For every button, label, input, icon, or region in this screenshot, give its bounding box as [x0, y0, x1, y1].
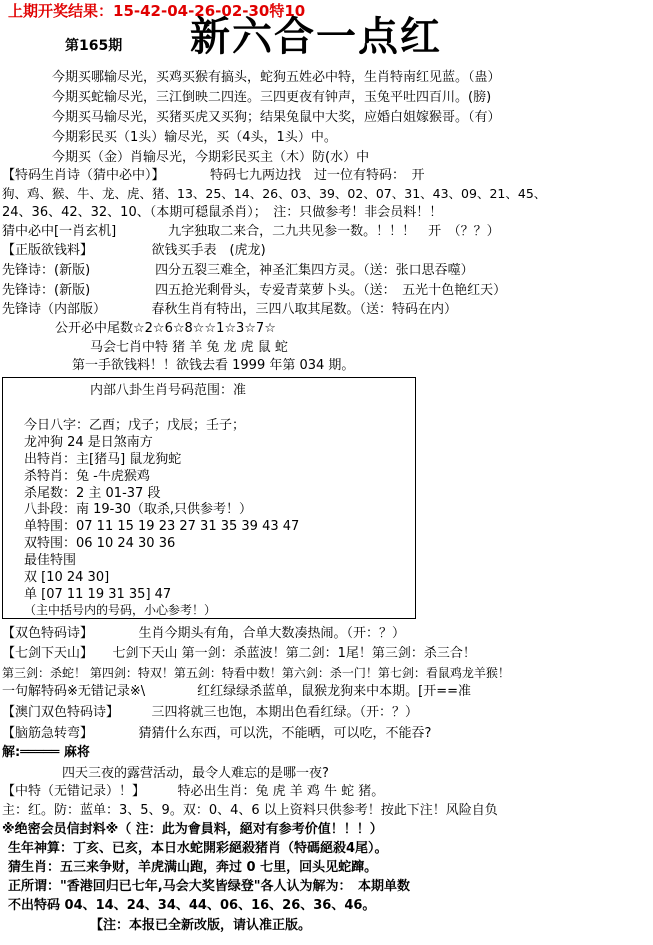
- poem-line: 今期买马输尽光，买猪买虎又买狗；结果兔鼠中大奖，应婚白姐嫁猴哥。（有）: [52, 110, 501, 125]
- bottom-line: 生年神算：丁亥、已亥，本日水蛇開彩絕殺猪肖（特碼絕殺4尾）。: [8, 841, 388, 856]
- section-line: 24、36、42、32、10、（本期可穏鼠杀肖）； 注：只做参考！非会员料！！: [2, 205, 443, 220]
- bottom-line: 一句解特码※无错记录※\ 红红绿绿杀蓝单，鼠猴龙狗来中本期。[开==准: [2, 684, 472, 699]
- last-result: 上期开奖结果：15-42-04-26-02-30特10: [8, 2, 306, 20]
- box-heading: 内部八卦生肖号码范围：准: [90, 383, 247, 398]
- bottom-line: 【双色特码诗】 生肖今期头有角，合单大数凑热闹。（开：？）: [2, 626, 406, 641]
- bottom-line: 【脑筋急转弯】 猜猜什么东西，可以洗，不能晒，可以吃，不能吞?: [2, 726, 432, 741]
- section-line: 公开必中尾数☆2☆6☆8☆☆1☆3☆7☆: [55, 321, 276, 336]
- box-line: 单特围：07 11 15 19 23 27 31 35 39 43 47: [24, 519, 300, 534]
- box-line: 单 [07 11 19 31 35] 47: [24, 587, 172, 602]
- poem-line: 今期彩民买（1头）输尽光，买（4头，1头）中。: [52, 130, 337, 145]
- section-line: 狗、鸡、猴、牛、龙、虎、猪、13、25、14、26、03、39、02、07、31、43、09、21、45、: [2, 186, 547, 201]
- box-line: 最佳特围: [24, 553, 77, 568]
- box-line: 双 [10 24 30]: [24, 570, 110, 585]
- poem-line: 今期买蛇输尽光，三江倒映二四连。三四更夜有钟声，玉兔平吐四百川。(膀): [52, 90, 492, 105]
- bottom-line: 【中特（无错记录）！】 特必出生肖：兔 虎 羊 鸡 牛 蛇 猪。: [2, 784, 385, 799]
- section-line: 【正版欲钱料】 欲钱买手表 (虎龙): [2, 243, 266, 258]
- bottom-line: 第三剑：杀蛇！ 第四剑：特双！第五剑：特看中数！第六剑：杀一门！第七剑：看鼠鸡龙羊猴！: [2, 666, 510, 680]
- bottom-line: 猜生肖：五三来争财，羊虎满山跑，奔过 0 七里，回头见蛇蹿。: [8, 860, 378, 875]
- section-line: 【特码生肖诗（猜中必中）】 特码七九两边找 过一位有特码： 开: [2, 168, 425, 183]
- poem-line: 今期买（金）肖输尽光，今期彩民买主（木）防(水）中: [52, 150, 370, 165]
- bottom-line: 【七剑下天山】 七剑下天山 第一剑：杀蓝波！第二剑：1尾！第三剑：杀三合！: [2, 646, 476, 661]
- box-line: 八卦段：南 19-30（取杀,只供参考！）: [24, 502, 253, 517]
- section-line: 先锋诗：(新版) 四分五裂三难全，神圣汇集四方灵。（送：张口思吞噬）: [2, 263, 474, 278]
- box-line: 双特围：06 10 24 30 36: [24, 536, 176, 551]
- box-line: 出特肖：主[猪马] 鼠龙狗蛇: [24, 452, 182, 467]
- bottom-line: 四天三夜的露营活动，最令人难忘的是哪一夜?: [62, 766, 329, 781]
- box-line: 龙冲狗 24 是日煞南方: [24, 435, 153, 450]
- section-line: 先锋诗（内部版） 春秋生肖有特出，三四八取其尾数。（送：特码在内）: [2, 302, 458, 317]
- section-line: 第一手欲钱料！！欲钱去看 1999 年第 034 期。: [72, 358, 355, 373]
- bottom-line: 【澳门双色特码诗】 三四将就三也饱，本期出色看红绿。（开：？）: [2, 705, 419, 720]
- bottom-line: 不出特码 04、14、24、34、44、06、16、26、36、46。: [8, 898, 376, 913]
- section-line: 马会七肖中特 猪 羊 兔 龙 虎 鼠 蛇: [90, 340, 288, 355]
- bottom-line: ※绝密会员信封料※（ 注：此为會員料，絕对有参考价值！！！）: [2, 822, 383, 837]
- bottom-line: 解:═════ 麻将: [2, 745, 90, 760]
- box-line: （主中括号内的号码，小心参考！）: [24, 603, 217, 617]
- box-line: 杀尾数：2 主 01-37 段: [24, 486, 161, 501]
- bottom-line: 正所谓："香港回归已七年,马会大奖皆绿登"各人认为解为： 本期单数: [8, 879, 410, 894]
- poem-line: 今期买哪输尽光，买鸡买猴有搞头，蛇狗五姓必中特，生肖特南红见蓝。（蛊）: [52, 70, 501, 85]
- issue-number: 第165期: [65, 38, 123, 54]
- section-line: 先锋诗：(新版) 四五抢光剩骨头，专爱青菜萝卜头。（送： 五光十色艳红天）: [2, 283, 507, 298]
- box-line: 今日八字：乙酉；戊子；戊辰；壬子；: [24, 418, 246, 433]
- box-line: 杀特肖：兔 -牛虎猴鸡: [24, 469, 150, 484]
- bottom-line: 【注：本报已全新改版，请认准正版。: [90, 918, 312, 933]
- bottom-line: 主：红。防：蓝单：3、5、9。双：0、4、6 以上资料只供参考！按此下注！风险自负: [2, 803, 498, 818]
- section-line: 猜中必中[一肖玄机] 九字独取二来合，二九共见参一数。！！！ 开 （？？）: [2, 224, 500, 239]
- page-title: 新六合一点红: [190, 13, 442, 60]
